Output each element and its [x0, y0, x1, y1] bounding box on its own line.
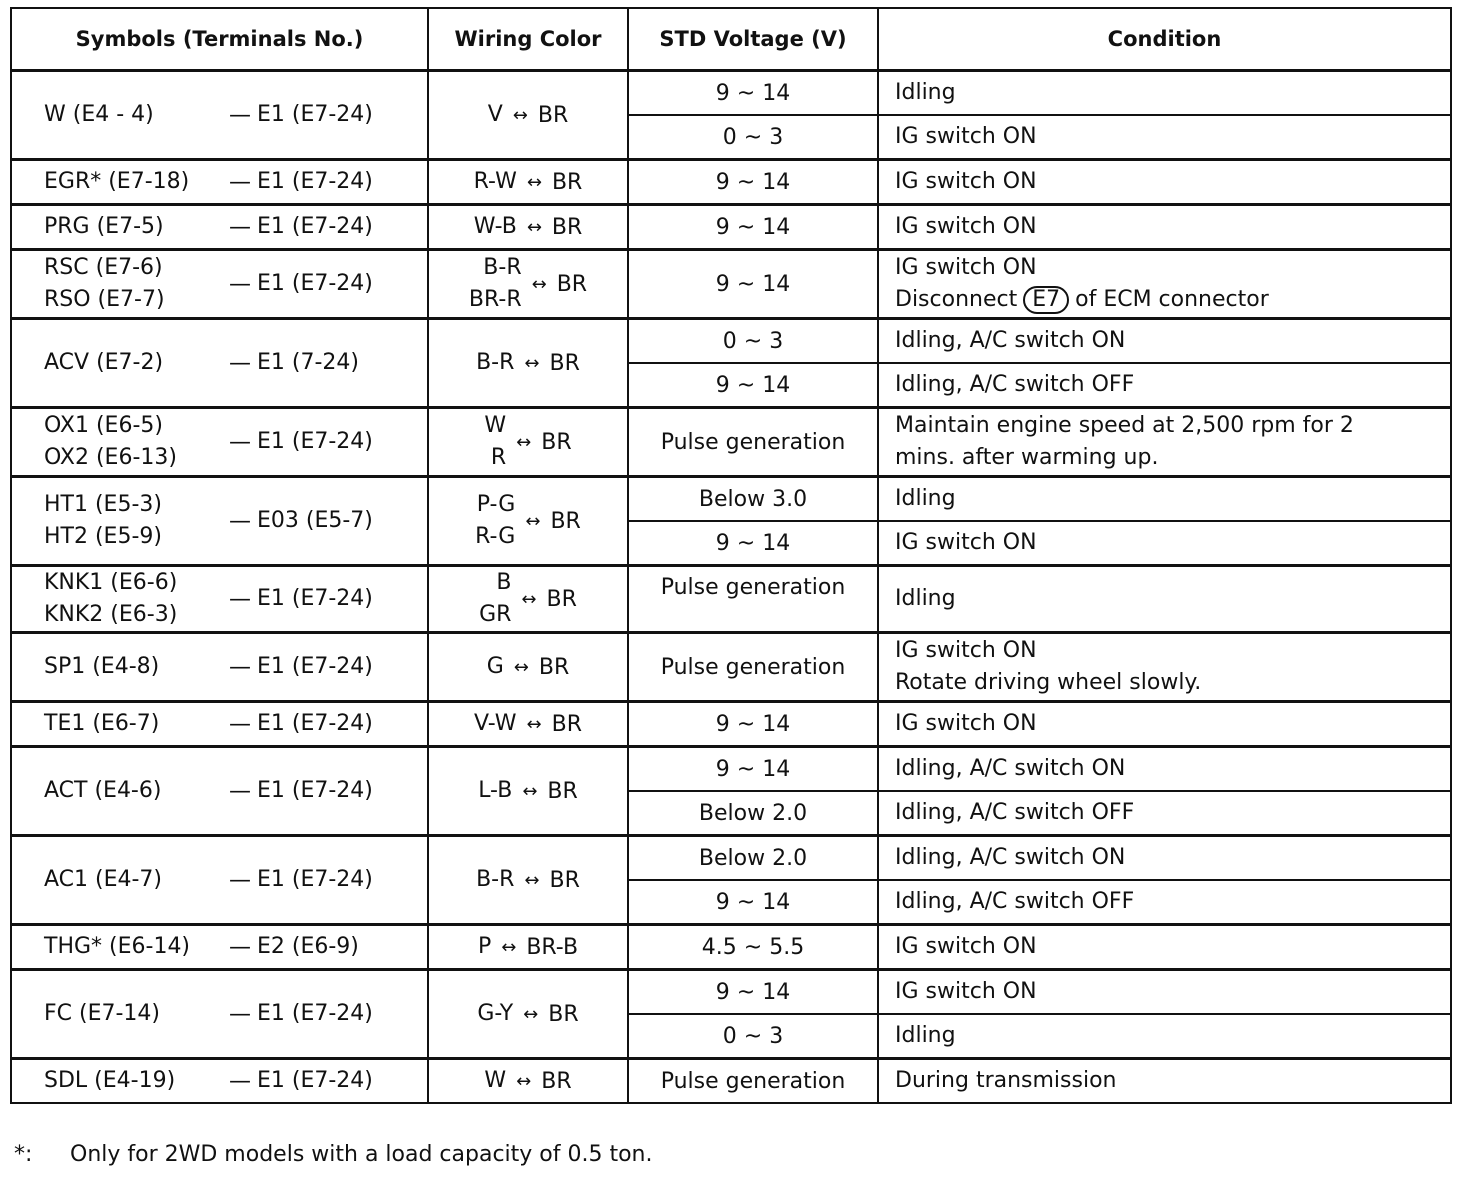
dash-separator: —	[229, 350, 251, 376]
ground-terminal: E1 (E7-24)	[257, 1001, 373, 1026]
wiring-cell	[428, 747, 628, 836]
terminal-symbol: FC (E7-14)	[44, 1001, 161, 1026]
voltage-cell: 9 ~ 14	[628, 970, 878, 1015]
terminal-symbol: RSO (E7-7)	[44, 287, 165, 312]
condition-cell	[878, 250, 1451, 319]
wire-color-ground: BR-B	[526, 934, 579, 960]
bidirectional-arrow-icon: ↔	[521, 588, 537, 610]
ground-terminal: E1 (7-24)	[257, 350, 359, 375]
bidirectional-arrow-icon: ↔	[516, 431, 532, 453]
bidirectional-arrow-icon: ↔	[522, 780, 538, 802]
wiring-cell	[428, 1059, 628, 1104]
condition-cell	[878, 160, 1451, 205]
wire-color: V	[487, 102, 503, 127]
ground-terminal: E1 (E7-24)	[257, 102, 373, 127]
ground-terminal: E1 (E7-24)	[257, 778, 373, 803]
condition-line: mins. after warming up.	[895, 445, 1159, 470]
condition-cell	[878, 115, 1451, 160]
voltage-cell: Pulse generation	[628, 633, 878, 702]
voltage-cell: Pulse generation	[628, 408, 878, 477]
wiring-cell	[428, 836, 628, 925]
condition-line: IG switch ON	[895, 530, 1037, 555]
condition-line: Maintain engine speed at 2,500 rpm for 2	[895, 413, 1354, 438]
ground-terminal: E1 (E7-24)	[257, 867, 373, 892]
wire-color-ground: BR	[537, 102, 569, 128]
dash-separator: —	[229, 429, 251, 455]
ground-terminal: E1 (E7-24)	[257, 586, 373, 611]
condition-cell	[878, 363, 1451, 408]
table-row	[11, 836, 1451, 881]
condition-line: IG switch ON	[895, 169, 1037, 194]
wire-color-ground: BR	[548, 1001, 579, 1027]
dash-separator: —	[229, 778, 251, 804]
wire-color-ground: BR	[551, 214, 583, 240]
terminal-symbol: HT1 (E5-3)	[44, 492, 162, 517]
symbols-cell	[11, 205, 428, 250]
ground-terminal: E1 (E7-24)	[257, 271, 373, 296]
table-body	[11, 71, 1451, 1104]
wire-color-ground: BR	[556, 271, 588, 297]
voltage-cell: 9 ~ 14	[628, 521, 878, 566]
table-row	[11, 71, 1451, 116]
ground-terminal: E03 (E5-7)	[257, 508, 373, 533]
terminal-symbol: OX2 (E6-13)	[44, 445, 177, 470]
table-row	[11, 319, 1451, 364]
wiring-cell	[428, 566, 628, 633]
dash-separator: —	[229, 654, 251, 680]
table-row	[11, 925, 1451, 970]
bidirectional-arrow-icon: ↔	[512, 104, 528, 126]
ground-terminal: E1 (E7-24)	[257, 429, 373, 454]
dash-separator: —	[229, 934, 251, 960]
wire-color: BR-R	[468, 287, 522, 312]
dash-separator: —	[229, 711, 251, 737]
condition-cell	[878, 925, 1451, 970]
symbols-cell	[11, 408, 428, 477]
symbols-cell	[11, 160, 428, 205]
voltage-cell: Below 3.0	[628, 477, 878, 522]
condition-line: Rotate driving wheel slowly.	[895, 670, 1202, 695]
wire-color-ground: BR	[541, 429, 572, 455]
condition-cell	[878, 521, 1451, 566]
symbols-cell	[11, 747, 428, 836]
table-row	[11, 970, 1451, 1015]
header-condition: Condition	[878, 8, 1451, 71]
condition-cell	[878, 1014, 1451, 1059]
ground-terminal: E1 (E7-24)	[257, 711, 373, 736]
condition-line: Idling, A/C switch OFF	[895, 889, 1135, 914]
symbols-cell	[11, 1059, 428, 1104]
wire-color: R-W	[473, 169, 517, 194]
symbols-cell	[11, 702, 428, 747]
wire-color: W	[484, 413, 507, 438]
condition-line: During transmission	[895, 1068, 1117, 1093]
ground-terminal: E1 (E7-24)	[257, 1068, 373, 1093]
terminal-symbol: SP1 (E4-8)	[44, 654, 160, 679]
condition-line: Idling, A/C switch ON	[895, 756, 1126, 781]
bidirectional-arrow-icon: ↔	[531, 273, 547, 295]
dash-separator: —	[229, 1068, 251, 1094]
ground-terminal: E1 (E7-24)	[257, 654, 373, 679]
terminal-symbol: SDL (E4-19)	[44, 1068, 176, 1093]
condition-cell	[878, 319, 1451, 364]
voltage-cell: 0 ~ 3	[628, 115, 878, 160]
voltage-cell: 9 ~ 14	[628, 71, 878, 116]
voltage-cell: 4.5 ~ 5.5	[628, 925, 878, 970]
header-std-voltage: STD Voltage (V)	[628, 8, 878, 71]
bidirectional-arrow-icon: ↔	[501, 936, 517, 958]
wire-color: GR	[479, 602, 512, 627]
voltage-cell: 9 ~ 14	[628, 160, 878, 205]
wire-color: B	[496, 570, 512, 595]
voltage-cell: 9 ~ 14	[628, 250, 878, 319]
wire-color: L-B	[478, 778, 513, 803]
voltage-cell: 9 ~ 14	[628, 702, 878, 747]
dash-separator: —	[229, 169, 251, 195]
wiring-cell	[428, 477, 628, 566]
condition-cell	[878, 747, 1451, 792]
terminal-symbol: PRG (E7-5)	[44, 214, 164, 239]
condition-line: IG switch ON	[895, 214, 1037, 239]
voltage-cell: 9 ~ 14	[628, 205, 878, 250]
wire-color: V-W	[473, 711, 517, 736]
voltage-cell: 0 ~ 3	[628, 319, 878, 364]
bidirectional-arrow-icon: ↔	[516, 1070, 532, 1092]
condition-line: IG switch ON	[895, 979, 1037, 1004]
symbols-cell	[11, 970, 428, 1059]
table-row	[11, 566, 1451, 633]
wire-color-ground: BR	[546, 586, 577, 612]
condition-cell	[878, 791, 1451, 836]
symbols-cell	[11, 566, 428, 633]
ground-terminal: E1 (E7-24)	[257, 169, 373, 194]
wire-color: W-B	[473, 214, 517, 239]
wire-color: B-R	[476, 350, 515, 375]
wiring-cell	[428, 633, 628, 702]
dash-separator: —	[229, 214, 251, 240]
wiring-cell	[428, 925, 628, 970]
terminal-symbol: TE1 (E6-7)	[44, 711, 160, 736]
condition-line: Idling, A/C switch OFF	[895, 800, 1135, 825]
wire-color-ground: BR	[549, 350, 580, 376]
voltage-cell: Pulse generation	[628, 566, 878, 633]
condition-line: Idling	[895, 486, 956, 511]
condition-cell	[878, 880, 1451, 925]
wire-color: R	[490, 445, 507, 470]
wire-color-ground: BR	[549, 867, 580, 893]
terminal-symbol: THG* (E6-14)	[44, 934, 191, 959]
symbols-cell	[11, 319, 428, 408]
wire-color-ground: BR	[538, 654, 570, 680]
wire-color: W	[484, 1068, 507, 1093]
terminal-symbol: EGR* (E7-18)	[44, 169, 190, 194]
terminal-symbol: OX1 (E6-5)	[44, 413, 163, 438]
wire-color: B-R	[476, 867, 515, 892]
header-symbols: Symbols (Terminals No.)	[11, 8, 428, 71]
voltage-cell: 0 ~ 3	[628, 1014, 878, 1059]
condition-line: IG switch ON	[895, 711, 1037, 736]
bidirectional-arrow-icon: ↔	[526, 216, 542, 238]
wiring-cell	[428, 205, 628, 250]
voltage-cell: Pulse generation	[628, 1059, 878, 1104]
bidirectional-arrow-icon: ↔	[523, 1003, 539, 1025]
terminal-symbol: W (E4 - 4)	[44, 102, 154, 127]
table-row	[11, 160, 1451, 205]
symbols-cell	[11, 250, 428, 319]
condition-cell	[878, 836, 1451, 881]
table-row	[11, 1059, 1451, 1104]
condition-line: Idling	[895, 586, 956, 611]
condition-line: IG switch ON	[895, 124, 1037, 149]
wiring-cell	[428, 408, 628, 477]
condition-cell	[878, 566, 1451, 633]
terminal-symbol: ACT (E4-6)	[44, 778, 162, 803]
symbols-cell	[11, 633, 428, 702]
dash-separator: —	[229, 102, 251, 128]
bidirectional-arrow-icon: ↔	[524, 869, 540, 891]
symbols-cell	[11, 71, 428, 160]
condition-line: Idling, A/C switch ON	[895, 328, 1126, 353]
dash-separator: —	[229, 867, 251, 893]
table-row	[11, 250, 1451, 319]
terminal-symbol: HT2 (E5-9)	[44, 524, 162, 549]
dash-separator: —	[229, 508, 251, 534]
wire-color: G	[486, 654, 504, 679]
ground-terminal: E1 (E7-24)	[257, 214, 373, 239]
footnote-mark: *:	[14, 1142, 33, 1167]
footnote-text: Only for 2WD models with a load capacity of 0.5 ton.	[70, 1142, 653, 1167]
dash-separator: —	[229, 1001, 251, 1027]
condition-cell	[878, 633, 1451, 702]
bidirectional-arrow-icon: ↔	[526, 171, 542, 193]
symbols-cell	[11, 925, 428, 970]
condition-line: Idling	[895, 1023, 956, 1048]
condition-cell	[878, 1059, 1451, 1104]
wiring-cell	[428, 702, 628, 747]
footnote	[14, 1142, 653, 1167]
dash-separator: —	[229, 271, 251, 297]
voltage-cell: 9 ~ 14	[628, 880, 878, 925]
voltage-cell: Below 2.0	[628, 791, 878, 836]
terminal-symbol: ACV (E7-2)	[44, 350, 164, 375]
terminal-symbol: KNK2 (E6-3)	[44, 602, 178, 627]
dash-separator: —	[229, 586, 251, 612]
wire-color-ground: BR	[551, 169, 583, 195]
wire-color: G-Y	[477, 1001, 514, 1026]
condition-text: Disconnect	[895, 287, 1018, 312]
table-row	[11, 702, 1451, 747]
table-row	[11, 747, 1451, 792]
terminal-symbol: KNK1 (E6-6)	[44, 570, 178, 595]
ground-terminal: E2 (E6-9)	[257, 934, 359, 959]
spec-sheet	[10, 7, 1452, 1104]
condition-line: Idling	[895, 80, 956, 105]
wiring-cell	[428, 319, 628, 408]
voltage-cell: Below 2.0	[628, 836, 878, 881]
wiring-cell	[428, 71, 628, 160]
bidirectional-arrow-icon: ↔	[524, 352, 540, 374]
wire-color: R-G	[475, 524, 516, 549]
terminal-symbol: RSC (E7-6)	[44, 255, 163, 280]
table-row	[11, 477, 1451, 522]
symbols-cell	[11, 836, 428, 925]
table-row	[11, 205, 1451, 250]
table-row	[11, 633, 1451, 702]
table-row	[11, 408, 1451, 477]
voltage-cell: 9 ~ 14	[628, 363, 878, 408]
terminal-voltage-table	[10, 7, 1452, 1104]
condition-line	[895, 284, 1450, 316]
header-wiring-color: Wiring Color	[428, 8, 628, 71]
condition-line: IG switch ON	[895, 255, 1037, 280]
wire-color-ground: BR	[550, 508, 581, 534]
wire-color: P	[477, 934, 492, 959]
condition-line: Idling, A/C switch ON	[895, 845, 1126, 870]
condition-line: IG switch ON	[895, 638, 1037, 663]
symbols-cell	[11, 477, 428, 566]
bidirectional-arrow-icon: ↔	[525, 510, 541, 532]
bidirectional-arrow-icon: ↔	[526, 713, 542, 735]
wiring-cell	[428, 970, 628, 1059]
wiring-cell	[428, 250, 628, 319]
wire-color-ground: BR	[541, 1068, 572, 1094]
wire-color-ground: BR	[547, 778, 578, 804]
connector-badge: E7	[1023, 286, 1069, 314]
bidirectional-arrow-icon: ↔	[513, 656, 529, 678]
terminal-symbol: AC1 (E4-7)	[44, 867, 163, 892]
condition-text: of ECM connector	[1075, 287, 1269, 312]
condition-cell	[878, 970, 1451, 1015]
condition-line: IG switch ON	[895, 934, 1037, 959]
condition-cell	[878, 408, 1451, 477]
condition-cell	[878, 702, 1451, 747]
condition-cell	[878, 71, 1451, 116]
condition-cell	[878, 477, 1451, 522]
wire-color: P-G	[476, 492, 516, 517]
condition-cell	[878, 205, 1451, 250]
voltage-cell: 9 ~ 14	[628, 747, 878, 792]
condition-line: Idling, A/C switch OFF	[895, 372, 1135, 397]
header-row	[11, 8, 1451, 71]
wire-color-ground: BR	[551, 711, 583, 737]
wiring-cell	[428, 160, 628, 205]
wire-color: B-R	[483, 255, 522, 280]
